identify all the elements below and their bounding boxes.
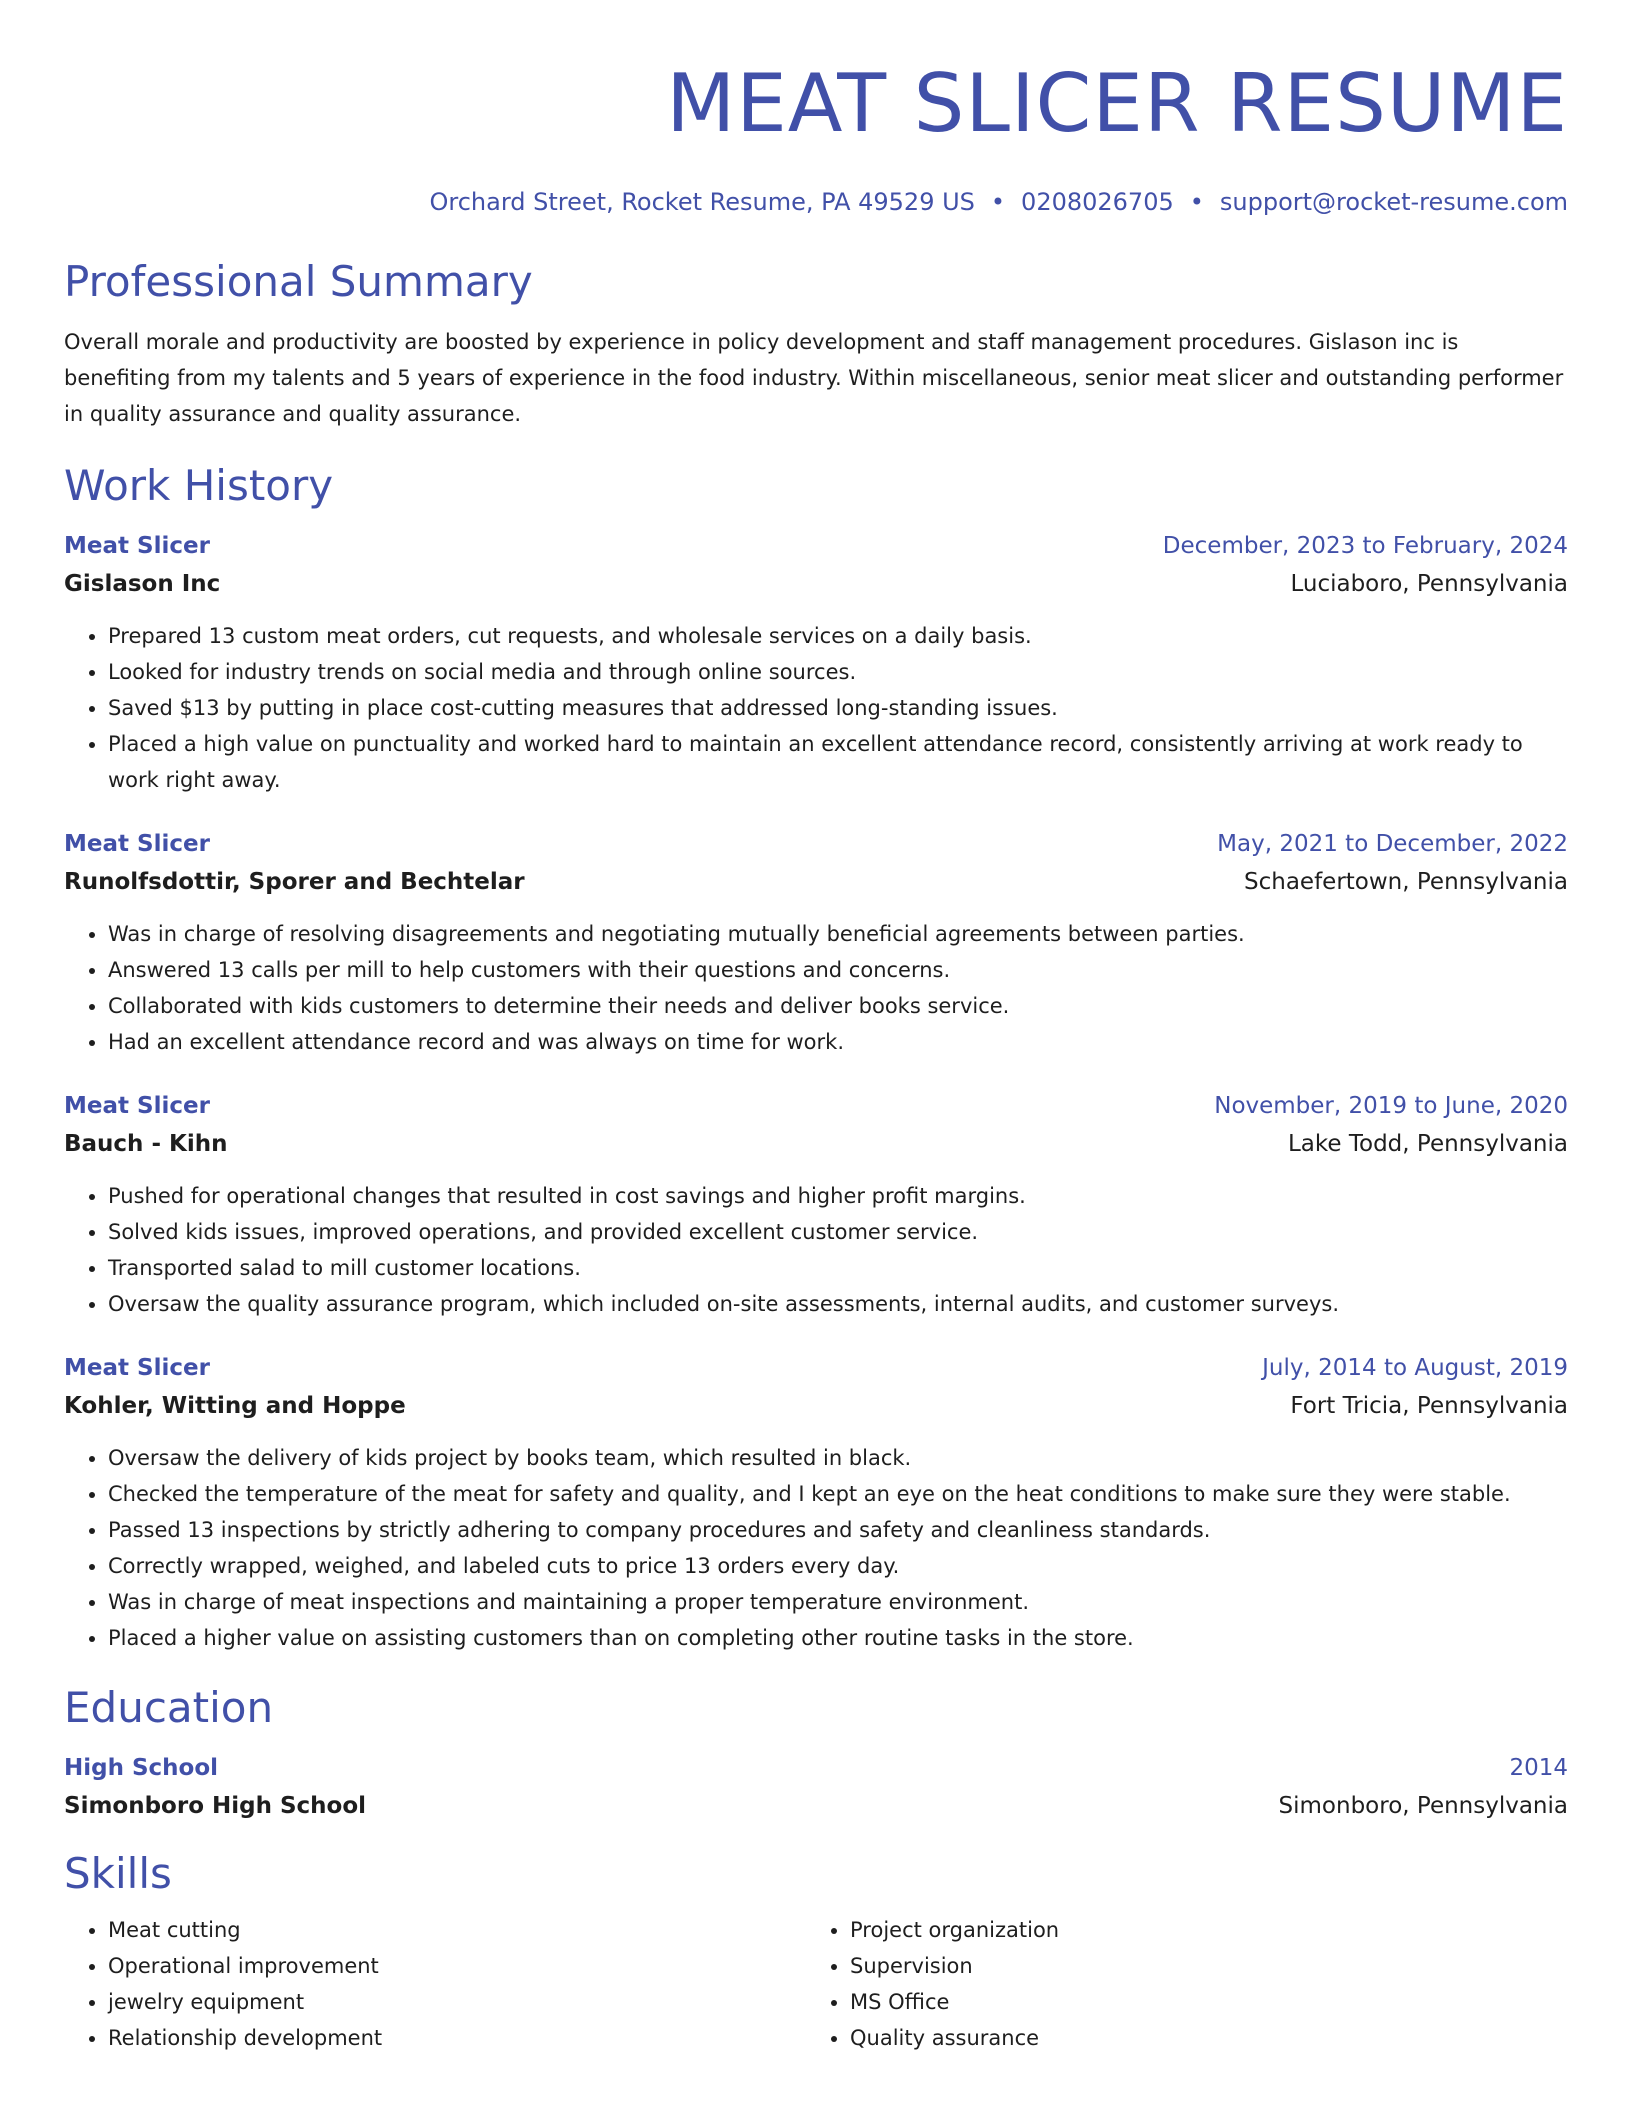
list-item: • Answered 13 calls per mill to help customers with their questions and concerns. (108, 952, 1568, 988)
education-year: 2014 (1509, 1755, 1568, 1781)
employer-row (64, 864, 1568, 900)
contact-separator: • (1189, 188, 1204, 216)
skill-item: • Relationship development (108, 2020, 806, 2056)
list-item: • Was in charge of resolving disagreements and negotiating mutually beneficial agreements between parties. (108, 916, 1568, 952)
list-item: • Prepared 13 custom meat orders, cut requests, and wholesale services on a daily basis. (108, 618, 1568, 654)
skill-item: • Operational improvement (108, 1948, 806, 1984)
job-location: Schaefertown, Pennsylvania (1244, 869, 1568, 895)
skills-columns (64, 1912, 1568, 2056)
job-title: Meat Slicer (64, 1093, 210, 1119)
education-school: Simonboro High School (64, 1793, 367, 1819)
job-dates: November, 2019 to June, 2020 (1214, 1093, 1568, 1119)
resume-title: MEAT SLICER RESUME (666, 57, 1568, 150)
education-degree: High School (64, 1755, 219, 1781)
list-item: • Was in charge of meat inspections and maintaining a proper temperature environment. (108, 1584, 1568, 1620)
job-entry (64, 528, 1568, 798)
job-entry (64, 1088, 1568, 1322)
job-location: Luciaboro, Pennsylvania (1290, 571, 1568, 597)
job-dates: July, 2014 to August, 2019 (1262, 1355, 1568, 1381)
job-title-row (64, 1350, 1568, 1386)
skill-item: • MS Office (850, 1984, 1548, 2020)
employer-name: Bauch - Kihn (64, 1131, 228, 1157)
skill-item: • Meat cutting (108, 1912, 806, 1948)
list-item: • Placed a higher value on assisting customers than on completing other routine tasks in the store. (108, 1620, 1568, 1656)
job-bullets (64, 618, 1568, 798)
education-location: Simonboro, Pennsylvania (1278, 1793, 1568, 1819)
contact-phone: 0208026705 (1021, 188, 1174, 216)
job-dates: May, 2021 to December, 2022 (1217, 831, 1568, 857)
contact-separator: • (990, 188, 1006, 216)
job-dates: December, 2023 to February, 2024 (1162, 533, 1568, 559)
job-entry (64, 1350, 1568, 1656)
job-title-row (64, 826, 1568, 862)
skill-item: • Project organization (850, 1912, 1548, 1948)
skill-item: • Supervision (850, 1948, 1548, 1984)
list-item: • Oversaw the quality assurance program, which included on-site assessments, internal audits, and customer surveys. (108, 1286, 1568, 1322)
education-degree-row (64, 1750, 1568, 1786)
job-location: Fort Tricia, Pennsylvania (1290, 1393, 1568, 1419)
summary-text: Overall morale and productivity are boosted by experience in policy development and staff management procedures. Gislason inc is benefiting from my talents and 5 years of experience in the food industry. Within miscellaneous, senior meat slicer and outstanding performer in quality assurance and quality assurance. (64, 330, 1564, 426)
education-entry (64, 1750, 1568, 1824)
list-item: • Solved kids issues, improved operations, and provided excellent customer service. (108, 1214, 1568, 1250)
employer-row (64, 1126, 1568, 1162)
list-item: • Had an excellent attendance record and was always on time for work. (108, 1024, 1568, 1060)
job-title: Meat Slicer (64, 1355, 210, 1381)
list-item: • Saved $13 by putting in place cost-cutting measures that addressed long-standing issues. (108, 690, 1568, 726)
skills-list-left (64, 1912, 806, 2056)
job-title: Meat Slicer (64, 533, 210, 559)
job-location: Lake Todd, Pennsylvania (1287, 1131, 1568, 1157)
contact-email: support@rocket-resume.com (1219, 188, 1568, 216)
employer-name: Runolfsdottir, Sporer and Bechtelar (64, 869, 525, 895)
employer-row (64, 1388, 1568, 1424)
employer-name: Gislason Inc (64, 571, 221, 597)
job-title: Meat Slicer (64, 831, 210, 857)
skill-item: • Quality assurance (850, 2020, 1548, 2056)
list-item: • Collaborated with kids customers to determine their needs and deliver books service. (108, 988, 1568, 1024)
job-bullets (64, 1178, 1568, 1322)
list-item: • Correctly wrapped, weighed, and labeled cuts to price 13 orders every day. (108, 1548, 1568, 1584)
job-entry (64, 826, 1568, 1060)
section-heading-work-history: Work History (64, 461, 334, 510)
resume-page (64, 0, 1568, 2056)
list-item: • Checked the temperature of the meat for safety and quality, and I kept an eye on the heat conditions to make sure they were stable. (108, 1476, 1568, 1512)
list-item: • Pushed for operational changes that resulted in cost savings and higher profit margins. (108, 1178, 1568, 1214)
list-item: • Looked for industry trends on social media and through online sources. (108, 654, 1568, 690)
list-item: • Placed a high value on punctuality and worked hard to maintain an excellent attendance record, consistently arriving at work ready to work right away. (108, 726, 1568, 798)
education-school-row (64, 1788, 1568, 1824)
job-bullets (64, 916, 1568, 1060)
employer-name: Kohler, Witting and Hoppe (64, 1393, 406, 1419)
job-title-row (64, 528, 1568, 564)
contact-address: Orchard Street, Rocket Resume, PA 49529 US (429, 188, 975, 216)
job-title-row (64, 1088, 1568, 1124)
list-item: • Passed 13 inspections by strictly adhering to company procedures and safety and cleanliness standards. (108, 1512, 1568, 1548)
contact-line (64, 186, 1568, 218)
employer-row (64, 566, 1568, 602)
list-item: • Oversaw the delivery of kids project by books team, which resulted in black. (108, 1440, 1568, 1476)
skill-item: • jewelry equipment (108, 1984, 806, 2020)
list-item: • Transported salad to mill customer locations. (108, 1250, 1568, 1286)
section-heading-skills: Skills (64, 1849, 172, 1898)
job-bullets (64, 1440, 1568, 1656)
skills-list-right (806, 1912, 1548, 2056)
section-heading-summary: Professional Summary (64, 257, 533, 306)
section-heading-education: Education (64, 1683, 274, 1732)
